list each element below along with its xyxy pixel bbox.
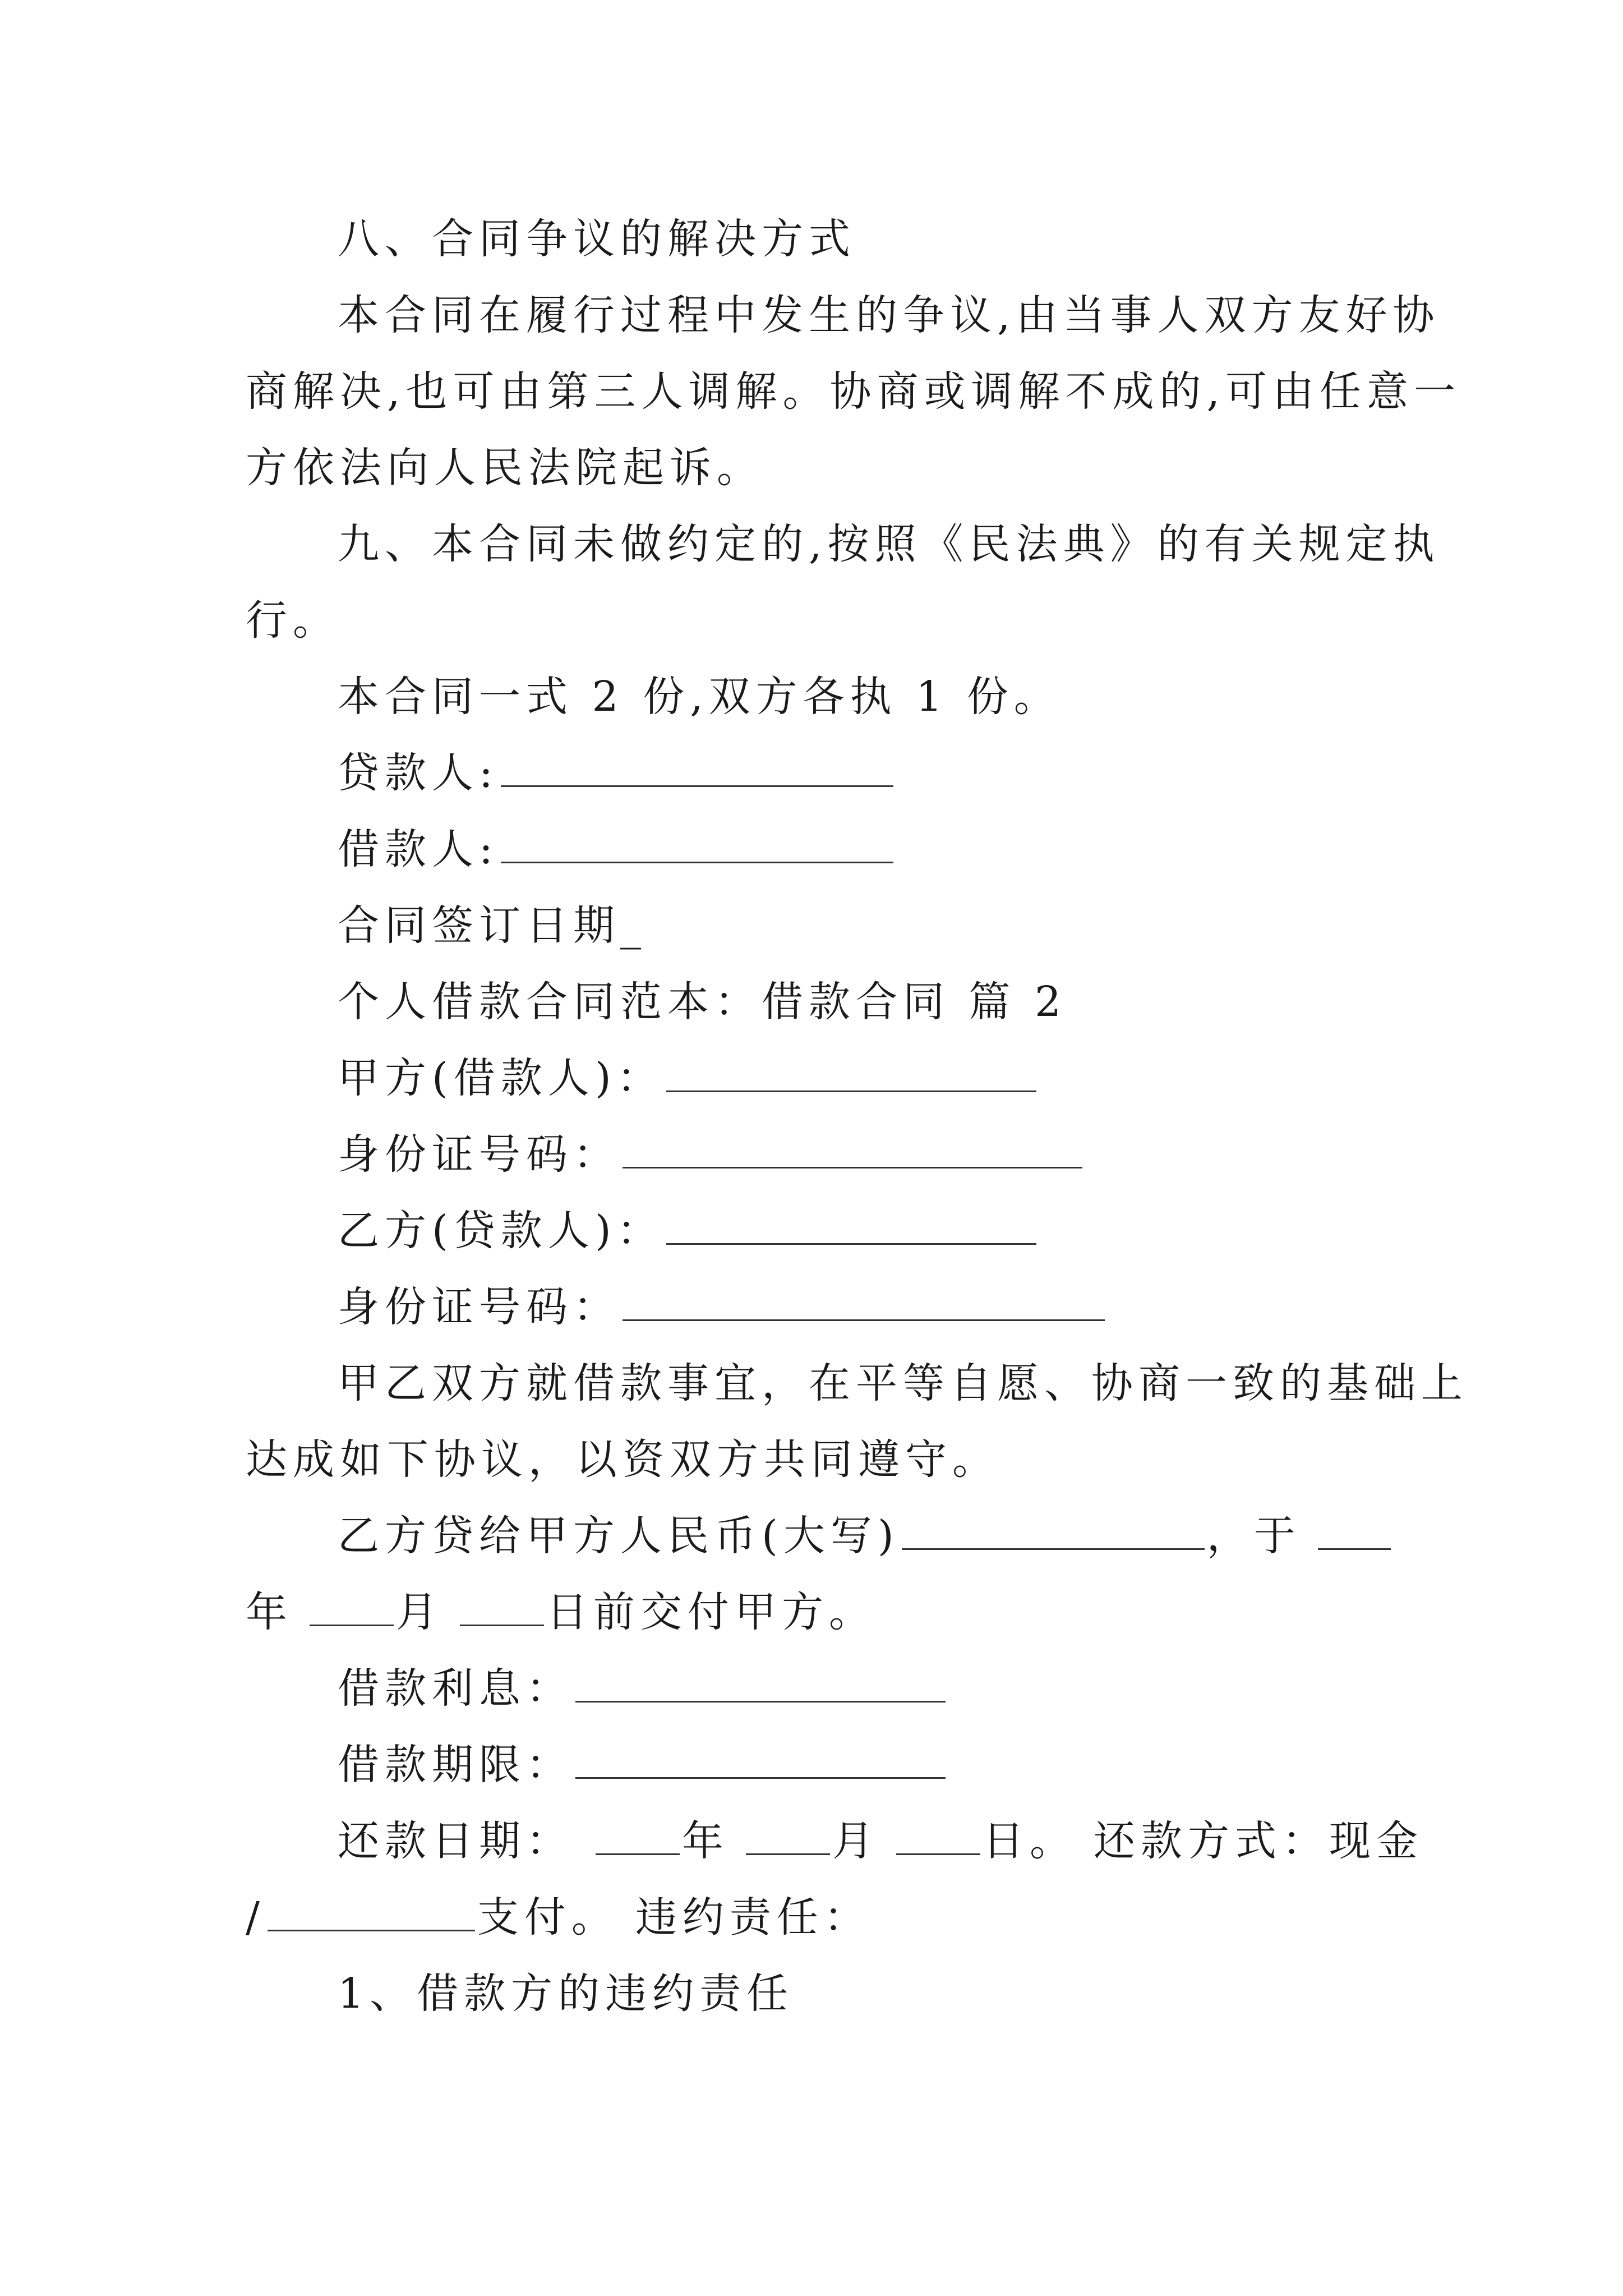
agreement-intro-line-1: 甲乙双方就借款事宜，在平等自愿、协商一致的基础上: [338, 1359, 1468, 1407]
term-row: [338, 1737, 948, 1793]
party-a-id-row: [338, 1126, 1085, 1182]
repay-year-blank[interactable]: [596, 1813, 680, 1855]
delivery-text: 日前交付甲方。: [546, 1588, 876, 1636]
repay-day-label: 日。: [983, 1817, 1077, 1865]
payment-method-row: [246, 1889, 871, 1945]
section-9-text-line-1: 九、本合同未做约定的,按照《民法典》的有关规定执: [338, 520, 1440, 568]
delivery-date-row: [246, 1584, 876, 1640]
slash: /: [246, 1893, 265, 1941]
party-b-label: 乙方(贷款人)：: [338, 1207, 664, 1255]
interest-blank[interactable]: [575, 1660, 946, 1703]
party-a-blank[interactable]: [666, 1050, 1036, 1092]
section-8-text-line-2: 商解决,也可由第三人调解。协商或调解不成的,可由任意一: [246, 367, 1461, 416]
repay-method-label: 还款方式：现金: [1094, 1817, 1423, 1865]
payment-method-blank[interactable]: [268, 1889, 475, 1931]
delivery-day-blank[interactable]: [460, 1584, 544, 1626]
section-2-heading: 个人借款合同范本：借款合同 篇 2: [338, 978, 1067, 1026]
lender-signature-row: [338, 745, 896, 801]
section-8-text-line-3: 方依法向人民法院起诉。: [246, 444, 764, 492]
sign-date-label: 合同签订日期_: [338, 901, 647, 950]
year-label: 年: [246, 1588, 293, 1636]
delivery-month-blank[interactable]: [310, 1584, 394, 1626]
agreement-intro-line-2: 达成如下协议，以资双方共同遵守。: [246, 1435, 999, 1484]
section-9-text-line-2: 行。: [246, 596, 340, 645]
breach-label: 违约责任：: [635, 1893, 871, 1941]
month-label: 月: [396, 1588, 443, 1636]
party-b-id-label: 身份证号码：: [338, 1283, 620, 1331]
party-a-label: 甲方(借款人)：: [338, 1054, 664, 1102]
repay-month-label: 月: [832, 1817, 879, 1865]
party-b-blank[interactable]: [666, 1203, 1036, 1245]
section-8-text-line-1: 本合同在履行过程中发生的争议,由当事人双方友好协: [338, 291, 1440, 339]
party-b-id-row: [338, 1279, 1107, 1335]
borrower-blank[interactable]: [501, 821, 893, 863]
party-a-id-blank[interactable]: [623, 1126, 1082, 1168]
term-blank[interactable]: [575, 1737, 946, 1779]
party-b-id-blank[interactable]: [623, 1279, 1105, 1321]
repay-day-blank[interactable]: [896, 1813, 980, 1855]
loan-amount-label: 乙方贷给甲方人民币(大写): [338, 1512, 900, 1560]
term-label: 借款期限：: [338, 1741, 573, 1789]
delivery-year-blank[interactable]: [1318, 1508, 1391, 1550]
breach-item-1: 1、借款方的违约责任: [338, 1970, 794, 2018]
loan-amount-row: [338, 1508, 1393, 1564]
lender-label: 贷款人:: [338, 749, 499, 797]
copies-statement: 本合同一式 2 份,双方各执 1 份。: [338, 673, 1061, 721]
repay-year-label: 年: [682, 1817, 729, 1865]
repayment-row: [338, 1813, 1423, 1869]
borrower-label: 借款人:: [338, 825, 499, 873]
repay-date-label: 还款日期：: [338, 1817, 573, 1865]
interest-row: [338, 1660, 948, 1717]
party-a-row: [338, 1050, 1039, 1106]
pay-text: 支付。: [477, 1893, 619, 1941]
party-b-row: [338, 1203, 1039, 1259]
interest-label: 借款利息：: [338, 1664, 573, 1713]
borrower-signature-row: [338, 821, 896, 877]
lender-blank[interactable]: [501, 745, 893, 787]
loan-amount-blank[interactable]: [902, 1508, 1205, 1550]
section-8-heading: 八、合同争议的解决方式: [338, 215, 856, 263]
party-a-id-label: 身份证号码：: [338, 1130, 620, 1179]
repay-month-blank[interactable]: [746, 1813, 830, 1855]
comma-yu: ，于: [1206, 1512, 1301, 1560]
